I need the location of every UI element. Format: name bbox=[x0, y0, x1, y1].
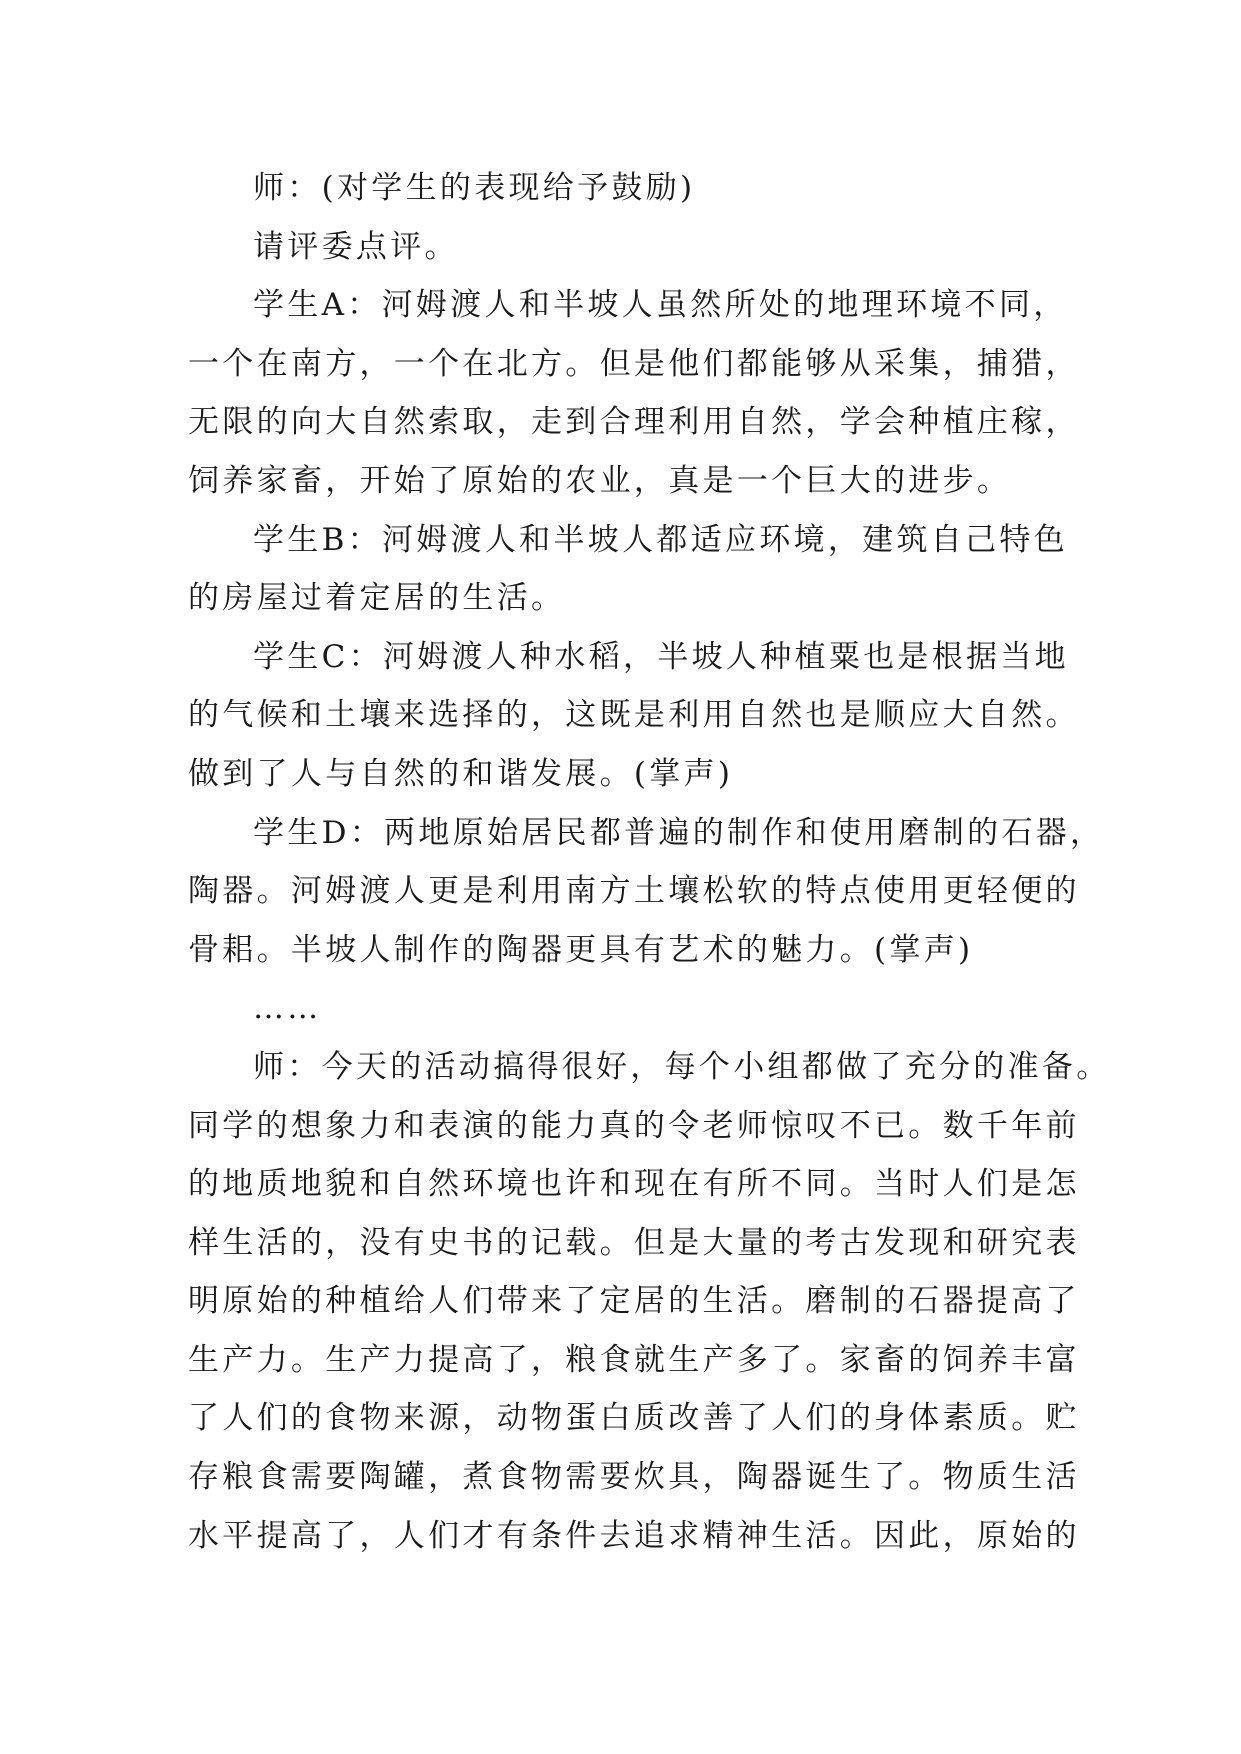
text-line: 师：(对学生的表现给予鼓励) bbox=[253, 170, 696, 206]
text-line: 了人们的食物来源，动物蛋白质改善了人们的身体素质。贮 bbox=[188, 1400, 1080, 1437]
text-line: 的房屋过着定居的生活。 bbox=[188, 580, 566, 617]
text-line: 学生D：两地原始居民都普遍的制作和使用磨制的石器， bbox=[253, 814, 1105, 851]
text-line: 样生活的，没有史书的记载。但是大量的考古发现和研究表 bbox=[188, 1224, 1080, 1261]
text-line: 水平提高了，人们才有条件去追求精神生活。因此，原始的 bbox=[188, 1517, 1080, 1554]
document-body bbox=[188, 159, 1111, 1565]
text-line: 同学的想象力和表演的能力真的令老师惊叹不已。数千年前 bbox=[188, 1107, 1080, 1144]
text-line: 一个在南方，一个在北方。但是他们都能够从采集，捕猎， bbox=[188, 345, 1080, 382]
text-line: 学生A：河姆渡人和半坡人虽然所处的地理环境不同， bbox=[253, 287, 1068, 324]
text-line: 饲养家畜，开始了原始的农业，真是一个巨大的进步。 bbox=[188, 462, 1012, 499]
text-line: 做到了人与自然的和谐发展。(掌声) bbox=[188, 755, 734, 792]
text-line: 请评委点评。 bbox=[253, 228, 459, 265]
text-line: 生产力。生产力提高了，粮食就生产多了。家畜的饲养丰富 bbox=[188, 1341, 1080, 1378]
text-line: 学生C：河姆渡人种水稻，半坡人种植粟也是根据当地 bbox=[253, 638, 1069, 675]
text-line: 骨耜。半坡人制作的陶器更具有艺术的魅力。(掌声) bbox=[188, 931, 974, 968]
text-line: 学生B：河姆渡人和半坡人都适应环境，建筑自己特色 bbox=[253, 521, 1068, 558]
text-line: 明原始的种植给人们带来了定居的生活。磨制的石器提高了 bbox=[188, 1283, 1080, 1320]
text-line: 师：今天的活动搞得很好，每个小组都做了充分的准备。 bbox=[253, 1048, 1111, 1085]
text-line: 存粮食需要陶罐，煮食物需要炊具，陶器诞生了。物质生活 bbox=[188, 1459, 1080, 1496]
text-line: 的气候和土壤来选择的，这既是利用自然也是顺应大自然。 bbox=[188, 697, 1080, 734]
text-line: 无限的向大自然索取，走到合理利用自然，学会种植庄稼， bbox=[188, 404, 1080, 441]
text-line: 的地质地貌和自然环境也许和现在有所不同。当时人们是怎 bbox=[188, 1166, 1080, 1203]
text-line: …… bbox=[253, 990, 322, 1027]
text-line: 陶器。河姆渡人更是利用南方土壤松软的特点使用更轻便的 bbox=[188, 873, 1080, 910]
